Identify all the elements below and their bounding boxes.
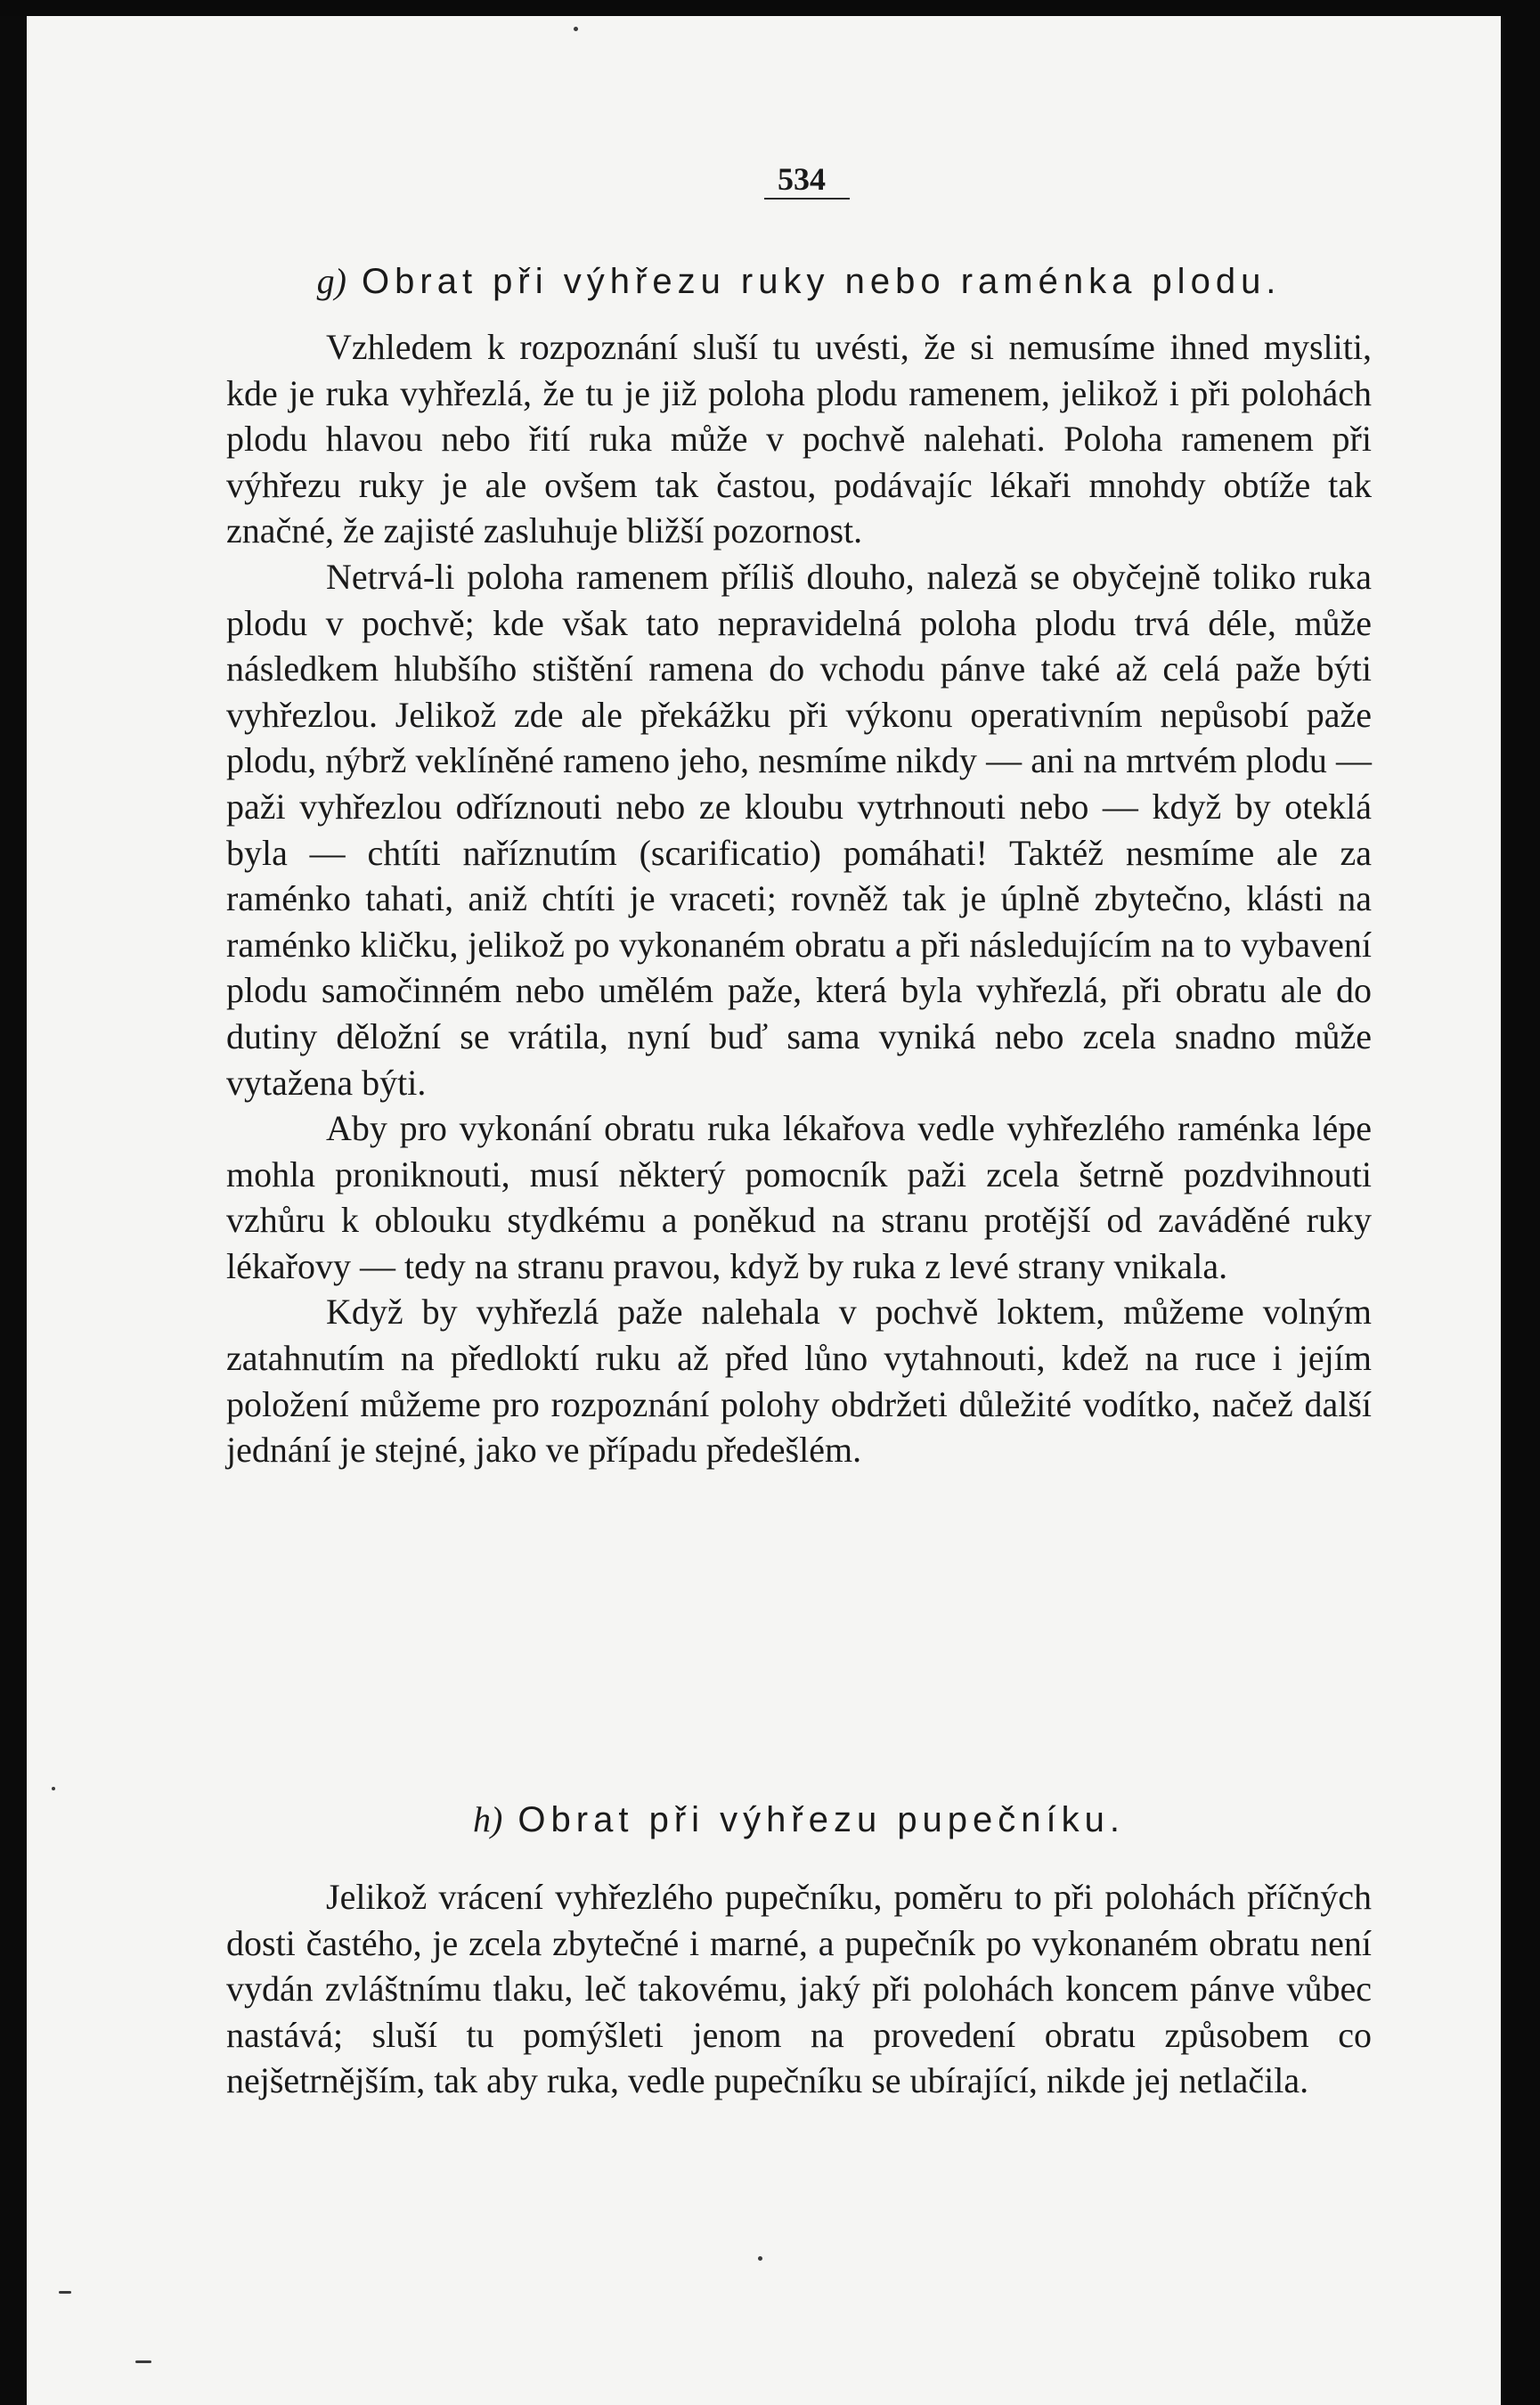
scan-speck: [758, 2256, 762, 2261]
scan-speck: [574, 27, 578, 31]
section-h-heading: [226, 1797, 1372, 1843]
section-g-title: Obrat při výhřezu ruky nebo raménka plodu.: [362, 262, 1282, 301]
section-h-body: [226, 1874, 1372, 2104]
paragraph: Aby pro vykonání obratu ruka lékařova vedle vyhřezlého raménka lépe mohla proniknouti, musí některý pomocník paži zcela šetrně pozdvihnouti vzhůru k oblouku stydkému a poněkud na stranu protější od zaváděné ruky lékařovy — tedy na stranu pravou, když by ruka z levé strany vnikala.: [226, 1108, 1372, 1286]
scan-border-right: [1505, 0, 1540, 2405]
page-number-underline: [764, 198, 850, 200]
section-g-heading: [226, 258, 1372, 305]
paragraph: Netrvá-li poloha ramenem příliš dlouho, naleză se obyčejně toliko ruka plodu v pochvě; kde však tato nepravidelná poloha plodu trvá déle, může následkem hlubšího stištění ramena do vchodu pánve také až celá paže býti vyhřezlou. Jelikož zde ale překážku při výkonu operativním nepůsobí paže plodu, nýbrž veklíněné rameno jeho, nesmíme nikdy — ani na mrtvém plodu — paži vyhřezlou odříznouti nebo ze kloubu vytrhnouti nebo — když by oteklá byla — chtíti naříznutím (scarificatio) pomáhati! Taktéž nesmíme ale za raménko tahati, aniž chtíti je vraceti; rovněž tak je úplně zbytečno, klásti na raménko kličku, jelikož po vykonaném obratu a při následujícím na to vybavení plodu samočinném nebo umělém paže, která byla vyhřezlá, při obratu ale do dutiny děložní se vrátila, nyní buď sama vyniká nebo zcela snadno může vytažena býti.: [226, 556, 1372, 1103]
scan-speck: [135, 2360, 151, 2363]
section-g-letter: g): [316, 261, 346, 301]
page-number: 534: [778, 161, 826, 197]
scan-speck: [52, 1787, 55, 1790]
paragraph: Když by vyhřezlá paže nalehala v pochvě loktem, můžeme volným zatahnutím na předloktí ruku až před lůno vytahnouti, kdež na ruce i jejím položení můžeme pro rozpoznání polohy obdržeti důležité vodítko, načež další jednání je stejné, jako ve případu předešlém.: [226, 1292, 1372, 1471]
scan-border-top: [0, 0, 1540, 16]
section-g-body: [226, 324, 1372, 1473]
section-h-letter: h): [472, 1799, 503, 1839]
scan-speck: [59, 2291, 71, 2294]
paragraph: Jelikož vrácení vyhřezlého pupečníku, poměru to při polohách příčných dosti častého, je zcela zbytečné i marné, a pupečník po vykonaném obratu není vydán zvláštnímu tlaku, leč takovému, jaký při polohách koncem pánve vůbec nastává; sluší tu pomýšleti jenom na provedení obratu způsobem co nejšetrnějším, tak aby ruka, vedle pupečníku se ubírající, nikde jej netlačila.: [226, 1877, 1372, 2101]
paragraph: Vzhledem k rozpoznání sluší tu uvésti, že si nemusíme ihned mysliti, kde je ruka vyhřezlá, že tu je již poloha plodu ramenem, jelikož i při polohách plodu hlavou nebo řití ruka může v pochvě nalehati. Poloha ramenem při výhřezu ruky je ale ovšem tak častou, podávajíc lékaři mnohdy obtíže tak značné, že zajisté zasluhuje bližší pozornost.: [226, 327, 1372, 551]
section-h-title: Obrat při výhřezu pupečníku.: [517, 1800, 1126, 1839]
